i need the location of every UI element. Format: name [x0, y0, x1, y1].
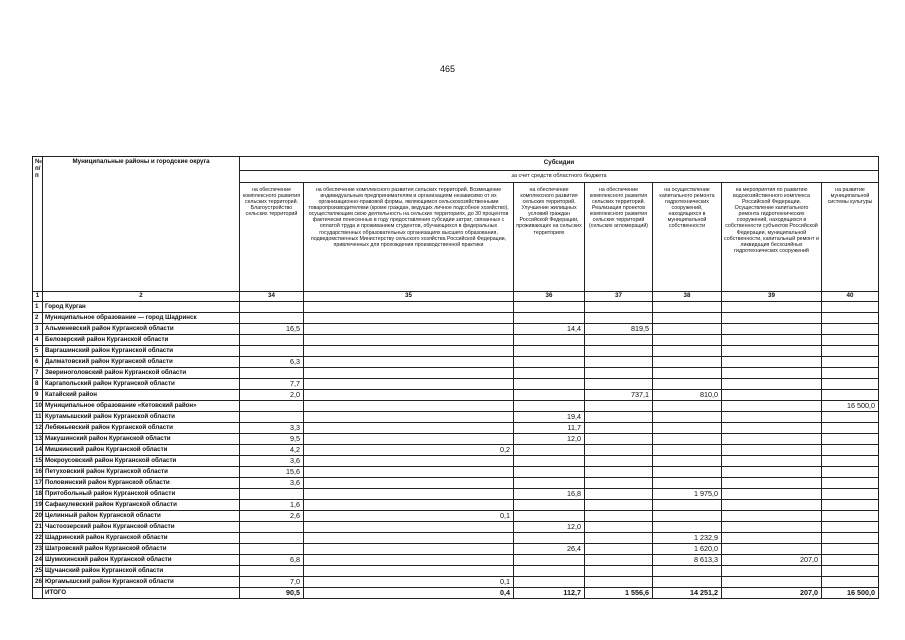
table-row: [33, 511, 879, 522]
value-cell: [722, 478, 822, 489]
value-cell: 810,0: [653, 390, 722, 401]
table-row: [33, 357, 879, 368]
table-row: [33, 412, 879, 423]
value-cell: 12,0: [514, 522, 585, 533]
value-cell: [514, 346, 585, 357]
value-cell: 9,5: [240, 434, 304, 445]
value-cell: [653, 302, 722, 313]
district-name: Щучанский район Курганской области: [43, 566, 240, 577]
total-value: 112,7: [514, 588, 585, 599]
value-cell: [653, 434, 722, 445]
value-cell: [585, 522, 653, 533]
district-name: Белозерский район Курганской области: [43, 335, 240, 346]
row-number: 1: [33, 302, 43, 313]
row-number: 23: [33, 544, 43, 555]
value-cell: 737,1: [585, 390, 653, 401]
table-row: [33, 445, 879, 456]
value-cell: 16 500,0: [822, 401, 879, 412]
col-number: 36: [514, 292, 585, 302]
value-cell: [585, 412, 653, 423]
value-cell: [722, 423, 822, 434]
value-cell: [653, 401, 722, 412]
col-number: 2: [43, 292, 240, 302]
value-cell: 207,0: [722, 555, 822, 566]
district-name: Муниципальное образование «Кетовский район»: [43, 401, 240, 412]
value-cell: [653, 346, 722, 357]
value-cell: [514, 379, 585, 390]
col-34-header: на обеспечение комплексного развития сельских территорий. Благоустройство сельских территорий: [240, 183, 304, 292]
row-number: 12: [33, 423, 43, 434]
value-cell: [240, 489, 304, 500]
value-cell: [514, 302, 585, 313]
col-number: 37: [585, 292, 653, 302]
value-cell: [514, 555, 585, 566]
row-number: 7: [33, 368, 43, 379]
table-row: [33, 390, 879, 401]
district-name: Звериноголовский район Курганской области: [43, 368, 240, 379]
value-cell: [822, 313, 879, 324]
value-cell: [514, 500, 585, 511]
row-number: 3: [33, 324, 43, 335]
value-cell: [304, 489, 514, 500]
value-cell: 0,1: [304, 577, 514, 588]
value-cell: [304, 544, 514, 555]
district-name: Целинный район Курганской области: [43, 511, 240, 522]
table-row: [33, 313, 879, 324]
table-row: [33, 577, 879, 588]
value-cell: [653, 456, 722, 467]
value-cell: [240, 544, 304, 555]
value-cell: [304, 500, 514, 511]
col-40-header: на развитие муниципальной системы культуры: [822, 183, 879, 292]
table-row: [33, 489, 879, 500]
value-cell: 1,6: [240, 500, 304, 511]
table-row: [33, 346, 879, 357]
value-cell: [240, 368, 304, 379]
value-cell: [822, 566, 879, 577]
num-header: № п/п: [33, 157, 43, 292]
value-cell: 7,7: [240, 379, 304, 390]
total-value: 0,4: [304, 588, 514, 599]
value-cell: [514, 577, 585, 588]
value-cell: [514, 368, 585, 379]
row-number: 14: [33, 445, 43, 456]
district-name: Далматовский район Курганской области: [43, 357, 240, 368]
district-name: Макушинский район Курганской области: [43, 434, 240, 445]
value-cell: [822, 456, 879, 467]
district-name: Петуховский район Курганской области: [43, 467, 240, 478]
district-name: Шатровский район Курганской области: [43, 544, 240, 555]
value-cell: [304, 390, 514, 401]
value-cell: [653, 467, 722, 478]
value-cell: [585, 346, 653, 357]
district-name: Юргамышский район Курганской области: [43, 577, 240, 588]
value-cell: [514, 313, 585, 324]
value-cell: [304, 467, 514, 478]
value-cell: [722, 401, 822, 412]
district-name: Катайский район: [43, 390, 240, 401]
row-number: 21: [33, 522, 43, 533]
table-row: [33, 335, 879, 346]
table-row: [33, 478, 879, 489]
value-cell: 1 620,0: [653, 544, 722, 555]
source-header: за счет средств областного бюджета: [240, 171, 879, 183]
table-row: [33, 434, 879, 445]
district-name: Муниципальное образование — город Шадринск: [43, 313, 240, 324]
value-cell: [304, 401, 514, 412]
row-number: 18: [33, 489, 43, 500]
value-cell: [304, 313, 514, 324]
value-cell: 2,0: [240, 390, 304, 401]
value-cell: [722, 533, 822, 544]
value-cell: [514, 390, 585, 401]
value-cell: [585, 379, 653, 390]
total-value: 16 500,0: [822, 588, 879, 599]
value-cell: 19,4: [514, 412, 585, 423]
table-row: [33, 324, 879, 335]
value-cell: [304, 335, 514, 346]
value-cell: [653, 313, 722, 324]
district-name: Частоозерский район Курганской области: [43, 522, 240, 533]
value-cell: [722, 313, 822, 324]
value-cell: [822, 324, 879, 335]
value-cell: [722, 357, 822, 368]
value-cell: [585, 302, 653, 313]
value-cell: 12,0: [514, 434, 585, 445]
value-cell: [653, 445, 722, 456]
value-cell: 16,8: [514, 489, 585, 500]
value-cell: [822, 544, 879, 555]
value-cell: [822, 555, 879, 566]
total-number-cell: [33, 588, 43, 599]
value-cell: [722, 412, 822, 423]
total-row: [33, 588, 879, 599]
value-cell: [822, 346, 879, 357]
value-cell: [514, 533, 585, 544]
value-cell: [822, 500, 879, 511]
value-cell: [585, 489, 653, 500]
value-cell: [653, 500, 722, 511]
value-cell: [822, 489, 879, 500]
subsidy-table: [32, 156, 879, 599]
district-name: Половинский район Курганской области: [43, 478, 240, 489]
row-number: 16: [33, 467, 43, 478]
value-cell: 11,7: [514, 423, 585, 434]
value-cell: [722, 335, 822, 346]
value-cell: [722, 302, 822, 313]
value-cell: [722, 511, 822, 522]
value-cell: [722, 346, 822, 357]
value-cell: [722, 544, 822, 555]
value-cell: [585, 456, 653, 467]
value-cell: [722, 467, 822, 478]
value-cell: [585, 467, 653, 478]
value-cell: [822, 467, 879, 478]
row-number: 26: [33, 577, 43, 588]
value-cell: [722, 489, 822, 500]
district-name: Мокроусовский район Курганской области: [43, 456, 240, 467]
value-cell: [822, 379, 879, 390]
district-name: Сафакулевский район Курганской области: [43, 500, 240, 511]
value-cell: 0,1: [304, 511, 514, 522]
row-number: 13: [33, 434, 43, 445]
value-cell: [514, 511, 585, 522]
row-number: 2: [33, 313, 43, 324]
table-row: [33, 368, 879, 379]
value-cell: 6,3: [240, 357, 304, 368]
value-cell: [240, 533, 304, 544]
value-cell: [304, 302, 514, 313]
value-cell: [822, 577, 879, 588]
value-cell: [822, 302, 879, 313]
column-numbers-row: [33, 292, 879, 302]
value-cell: [653, 324, 722, 335]
value-cell: [240, 302, 304, 313]
total-value: 14 251,2: [653, 588, 722, 599]
value-cell: 2,6: [240, 511, 304, 522]
value-cell: [653, 423, 722, 434]
value-cell: [822, 335, 879, 346]
value-cell: [722, 368, 822, 379]
district-name: Каргапольский район Курганской области: [43, 379, 240, 390]
value-cell: [514, 335, 585, 346]
value-cell: [304, 566, 514, 577]
value-cell: [722, 390, 822, 401]
value-cell: [304, 379, 514, 390]
value-cell: [585, 401, 653, 412]
value-cell: [653, 368, 722, 379]
value-cell: [653, 511, 722, 522]
value-cell: [585, 423, 653, 434]
value-cell: [585, 566, 653, 577]
district-name: Альменевский район Курганской области: [43, 324, 240, 335]
value-cell: [722, 324, 822, 335]
row-number: 4: [33, 335, 43, 346]
col-36-header: на обеспечение комплексного развития сельских территорий. Улучшение жилищных условий граждан Российской Федерации, проживающих на сельских территориях: [514, 183, 585, 292]
row-number: 17: [33, 478, 43, 489]
value-cell: 7,0: [240, 577, 304, 588]
table-row: [33, 533, 879, 544]
value-cell: [653, 522, 722, 533]
table-row: [33, 544, 879, 555]
value-cell: [585, 313, 653, 324]
value-cell: [585, 434, 653, 445]
value-cell: [304, 368, 514, 379]
subsidies-header: Субсидии: [240, 157, 879, 171]
value-cell: [304, 357, 514, 368]
value-cell: [822, 533, 879, 544]
col-number: 40: [822, 292, 879, 302]
value-cell: [304, 324, 514, 335]
value-cell: [304, 434, 514, 445]
value-cell: [653, 566, 722, 577]
table-row: [33, 379, 879, 390]
district-name: Шумихинский район Курганской области: [43, 555, 240, 566]
table-row: [33, 401, 879, 412]
value-cell: [653, 379, 722, 390]
value-cell: 26,4: [514, 544, 585, 555]
value-cell: 15,6: [240, 467, 304, 478]
value-cell: [240, 313, 304, 324]
value-cell: [514, 401, 585, 412]
value-cell: [514, 357, 585, 368]
value-cell: [585, 335, 653, 346]
value-cell: [240, 412, 304, 423]
row-number: 10: [33, 401, 43, 412]
value-cell: [722, 434, 822, 445]
value-cell: [822, 368, 879, 379]
value-cell: [304, 423, 514, 434]
row-number: 24: [33, 555, 43, 566]
value-cell: [822, 423, 879, 434]
value-cell: [240, 335, 304, 346]
table-row: [33, 456, 879, 467]
value-cell: [722, 522, 822, 533]
value-cell: [722, 500, 822, 511]
value-cell: [514, 445, 585, 456]
value-cell: [653, 577, 722, 588]
value-cell: [822, 522, 879, 533]
table-row: [33, 500, 879, 511]
district-name: Варгашинский район Курганской области: [43, 346, 240, 357]
value-cell: [304, 412, 514, 423]
district-name: Город Курган: [43, 302, 240, 313]
name-header: Муниципальные районы и городские округа: [43, 157, 240, 292]
value-cell: 3,6: [240, 478, 304, 489]
value-cell: [585, 555, 653, 566]
district-name: Мишкинский район Курганской области: [43, 445, 240, 456]
value-cell: [722, 445, 822, 456]
value-cell: 1 975,0: [653, 489, 722, 500]
value-cell: [822, 434, 879, 445]
value-cell: [585, 577, 653, 588]
col-37-header: на обеспечение комплексного развития сельских территорий. Реализация проектов комплексного развития сельских территорий (сельских агломераций): [585, 183, 653, 292]
total-label: ИТОГО: [43, 588, 240, 599]
value-cell: [585, 500, 653, 511]
total-value: 1 556,6: [585, 588, 653, 599]
col-number: 38: [653, 292, 722, 302]
value-cell: [585, 544, 653, 555]
table-row: [33, 423, 879, 434]
value-cell: 3,3: [240, 423, 304, 434]
value-cell: [585, 445, 653, 456]
value-cell: [240, 401, 304, 412]
value-cell: [585, 533, 653, 544]
value-cell: 6,8: [240, 555, 304, 566]
value-cell: 16,5: [240, 324, 304, 335]
value-cell: [304, 555, 514, 566]
row-number: 5: [33, 346, 43, 357]
value-cell: [240, 346, 304, 357]
value-cell: [514, 566, 585, 577]
total-value: 207,0: [722, 588, 822, 599]
table-row: [33, 302, 879, 313]
value-cell: [722, 566, 822, 577]
value-cell: [822, 412, 879, 423]
value-cell: 0,2: [304, 445, 514, 456]
value-cell: 8 613,3: [653, 555, 722, 566]
row-number: 20: [33, 511, 43, 522]
district-name: Шадринский район Курганской области: [43, 533, 240, 544]
row-number: 11: [33, 412, 43, 423]
value-cell: [304, 522, 514, 533]
value-cell: 14,4: [514, 324, 585, 335]
table-row: [33, 522, 879, 533]
total-value: 90,5: [240, 588, 304, 599]
value-cell: [722, 456, 822, 467]
row-number: 15: [33, 456, 43, 467]
row-number: 25: [33, 566, 43, 577]
col-number: 1: [33, 292, 43, 302]
value-cell: [304, 346, 514, 357]
row-number: 9: [33, 390, 43, 401]
row-number: 8: [33, 379, 43, 390]
row-number: 19: [33, 500, 43, 511]
value-cell: 819,5: [585, 324, 653, 335]
value-cell: [304, 456, 514, 467]
value-cell: [585, 357, 653, 368]
table-row: [33, 467, 879, 478]
col-number: 35: [304, 292, 514, 302]
value-cell: 3,6: [240, 456, 304, 467]
value-cell: [585, 478, 653, 489]
value-cell: [304, 533, 514, 544]
page-number: 465: [440, 64, 456, 74]
value-cell: [653, 335, 722, 346]
table-row: [33, 566, 879, 577]
value-cell: [514, 456, 585, 467]
district-name: Куртамышский район Курганской области: [43, 412, 240, 423]
row-number: 22: [33, 533, 43, 544]
value-cell: 1 232,9: [653, 533, 722, 544]
row-number: 6: [33, 357, 43, 368]
col-number: 39: [722, 292, 822, 302]
value-cell: [653, 357, 722, 368]
value-cell: [822, 478, 879, 489]
value-cell: [585, 368, 653, 379]
value-cell: [304, 478, 514, 489]
value-cell: [822, 511, 879, 522]
value-cell: [514, 467, 585, 478]
district-name: Лебяжьевский район Курганской области: [43, 423, 240, 434]
district-name: Притобольный район Курганской области: [43, 489, 240, 500]
value-cell: [585, 511, 653, 522]
value-cell: [822, 390, 879, 401]
value-cell: [514, 478, 585, 489]
col-38-header: на осуществление капитального ремонта гидротехнических сооружений, находящихся в муниципальной собственности: [653, 183, 722, 292]
value-cell: [240, 566, 304, 577]
value-cell: [653, 412, 722, 423]
value-cell: [722, 577, 822, 588]
value-cell: [822, 445, 879, 456]
value-cell: [822, 357, 879, 368]
col-number: 34: [240, 292, 304, 302]
value-cell: [722, 379, 822, 390]
table-row: [33, 555, 879, 566]
col-35-header: на обеспечение комплексного развития сельских территорий. Возмещение индивидуальным предпринимателям и организациям независимо от их организационно-правовой формы, являющимся сельскохозяйственными товаропроизводителями (кроме граждан, ведущих личное подсобное хозяйство), осуществляющим свою деятельность на сельских территориях, до 30 процентов фактически понесенных в году предоставления субсидии затрат, связанных с оплатой труда и проживанием студентов, обучающихся в федеральных государственных образовательных организациях высшего образования, подведомственных Министерству сельского хозяйства Российской Федерации, привлеченных для прохождения производственной практики: [304, 183, 514, 292]
value-cell: 4,2: [240, 445, 304, 456]
value-cell: [240, 522, 304, 533]
value-cell: [653, 478, 722, 489]
col-39-header: на мероприятия по развитию водохозяйственного комплекса Российской Федерации. Осуществление капитального ремонта гидротехнических сооружений, находящихся в собственности субъектов Российской Федерации, муниципальной собственности, капитальный ремонт и ликвидация бесхозяйных гидротехнических сооружений: [722, 183, 822, 292]
